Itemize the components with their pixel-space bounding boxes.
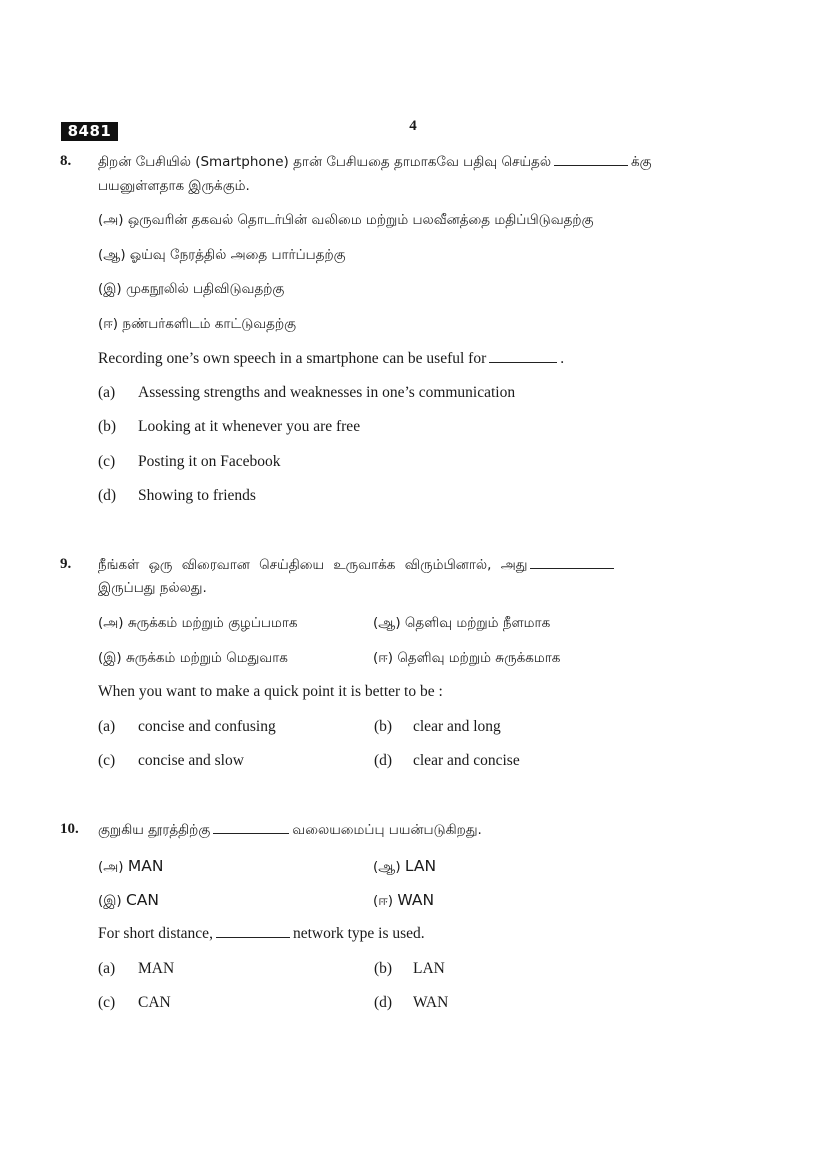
option-text: LAN [413, 960, 445, 977]
question-english-text: For short distance, network type is used. [98, 925, 425, 942]
option-label: (b) [374, 960, 393, 977]
option-text: Looking at it whenever you are free [138, 418, 361, 435]
option-label: (a) [98, 960, 116, 977]
question-tamil-text: குறுகிய தூரத்திற்கு வலையமைப்பு பயன்படுகிறது. [98, 822, 482, 838]
option-text: MAN [138, 960, 175, 977]
option-text: Showing to friends [138, 487, 256, 504]
option-label: (a) [98, 384, 116, 401]
question-number: 10. [60, 821, 79, 837]
question-tamil-text: திறன் பேசியில் (Smartphone) தான் பேசியதை தாமாகவே பதிவு செய்தல் க்கு [98, 154, 652, 170]
question-number: 9. [60, 556, 72, 572]
option-text: clear and concise [413, 752, 520, 769]
option-text: CAN [138, 994, 171, 1011]
option-label: (c) [98, 453, 116, 470]
tamil-option: (ஈ) நண்பர்களிடம் காட்டுவதற்கு [98, 316, 297, 332]
question-tamil-text-cont: இருப்பது நல்லது. [98, 580, 207, 596]
option-text: clear and long [413, 718, 501, 735]
question-tamil-text: நீங்கள் ஒரு விரைவான செய்தியை உருவாக்க விரும்பினால், அது [98, 557, 617, 575]
tamil-option: (அ) MAN [98, 857, 164, 875]
option-label: (d) [374, 994, 393, 1011]
tamil-option: (அ) சுருக்கம் மற்றும் குழப்பமாக [98, 615, 298, 631]
page-number: 4 [409, 118, 417, 134]
option-text: Posting it on Facebook [138, 453, 281, 470]
tamil-option: (இ) CAN [98, 891, 159, 909]
tamil-option: (ஆ) ஓய்வு நேரத்தில் அதை பார்ப்பதற்கு [98, 247, 346, 263]
option-text: concise and confusing [138, 718, 276, 735]
tamil-option: (ஆ) LAN [373, 857, 437, 875]
question-english-text: Recording one’s own speech in a smartphone can be useful for . [98, 350, 565, 367]
tamil-option: (இ) முகநூலில் பதிவிடுவதற்கு [98, 281, 285, 297]
option-text: Assessing strengths and weaknesses in one’s communication [138, 384, 516, 401]
tamil-option: (அ) ஒருவரின் தகவல் தொடர்பின் வலிமை மற்றும் பலவீனத்தை மதிப்பிடுவதற்கு [98, 212, 594, 228]
option-label: (c) [98, 994, 116, 1011]
option-label: (a) [98, 718, 116, 735]
tamil-option: (ஆ) தெளிவு மற்றும் நீளமாக [373, 615, 551, 631]
option-text: concise and slow [138, 752, 244, 769]
option-label: (d) [98, 487, 117, 504]
question-number: 8. [60, 153, 72, 169]
tamil-option: (ஈ) தெளிவு மற்றும் சுருக்கமாக [373, 650, 561, 666]
option-label: (b) [98, 418, 117, 435]
option-label: (d) [374, 752, 393, 769]
tamil-option: (இ) சுருக்கம் மற்றும் மெதுவாக [98, 650, 288, 666]
tamil-option: (ஈ) WAN [373, 891, 435, 909]
option-text: WAN [413, 994, 449, 1011]
option-label: (c) [98, 752, 116, 769]
option-label: (b) [374, 718, 393, 735]
paper-code-badge: 8481 [61, 122, 118, 141]
question-english-text: When you want to make a quick point it is better to be : [98, 683, 443, 700]
question-tamil-text-cont: பயனுள்ளதாக இருக்கும். [98, 178, 250, 194]
